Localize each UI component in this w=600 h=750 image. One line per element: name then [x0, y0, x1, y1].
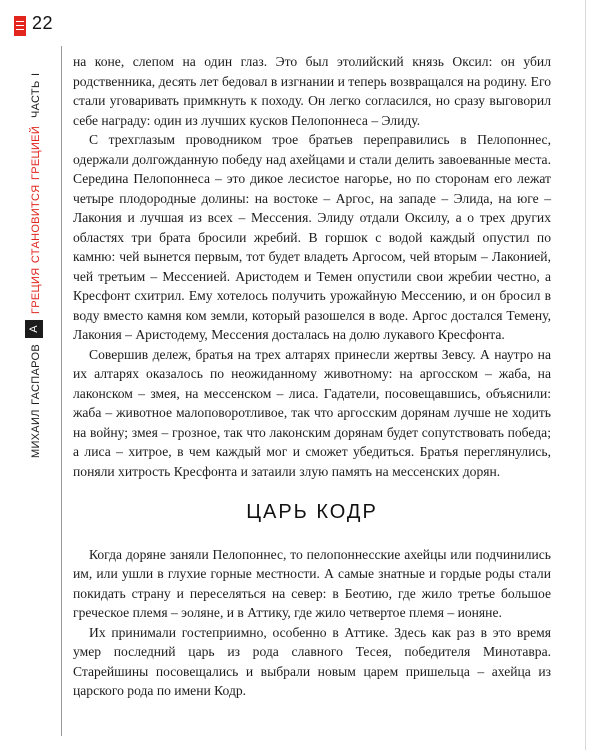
paragraph: на коне, слепом на один глаз. Это был этолийский князь Оксил: он убил родственника, десять лет бедовал в изгнании и теперь возвращался на родину. Его стали уговаривать примкнуть к походу. Он легко согласился, но сразу выговорил себе награду: один из лучших кусков Пелопоннеса – Элиду. [73, 54, 551, 128]
body-text [73, 52, 551, 701]
margin-rule [61, 46, 62, 736]
running-head-author: михаил гаспаров [25, 343, 43, 458]
red-tab-icon [14, 16, 26, 36]
running-head-part: часть i [25, 72, 43, 118]
paragraph: Когда доряне заняли Пелопоннес, то пелопоннесские ахейцы или подчинились им, или ушли в глухие горные местности. А самые знатные и гордые роды стали покидать страну и переселяться на север: в Беотию, где жило третье большое греческое племя – эоляне, и в Аттику, где жило четвертое племя – ионяне. [73, 546, 551, 620]
paragraph: Совершив дележ, братья на трех алтарях принесли жертвы Зевсу. А наутро на их алтарях оказалось по неожиданному животному: на аргосском – жаба, на лаконском – змея, на мессенском – лиса. Гадатели, посовещавшись, объяснили: жаба – животное малоповоротливое, так что аргосским дорянам лучше не ходить на войну; змея – грозное, так что лаконским дорянам будет сопутствовать победа; а лиса – хитрое, в чем каждый мог и сможет убедиться. Братья переглянулись, поняли хитрость Кресфонта и затаили злую память на мессенских дорян. [73, 346, 551, 479]
page-number: 22 [32, 13, 54, 33]
running-head-section: греция становится грецией [25, 125, 43, 314]
paragraph: Их принимали гостеприимно, особенно в Аттике. Здесь как раз в это время умер последний царь из рода славного Тесея, победителя Минотавра. Старейшины посовещались и выбрали новым царем пришельца – ахейца из царского рода по имени Кодр. [73, 624, 551, 698]
running-head-marker: А [25, 320, 43, 338]
running-head [16, 48, 52, 458]
page-edge [585, 0, 586, 750]
paragraph: С трехглазым проводником трое братьев переправились в Пелопоннес, одержали долгожданную победу над ахейцами и стали делить завоеванные места. Середина Пелопоннеса – это дикое лесистое нагорье, но по сторонам его лежат четыре плодородные долины: на востоке – Аргос, на западе – Элида, на юге – Лакония и лучшая из всех – Мессения. Элиду отдали Оксилу, а о трех других областях три брата бросили жребий. В горшок с водой каждый опустил по камню: чей вынется первым, тот будет владеть Аргосом, чей вторым – Лаконией, чей третьим – Мессенией. Аристодем и Темен опустили свои жребии честно, а Кресфонт схитрил. Ему хотелось получить урожайную Мессению, и он бросил в воду вместо камня ком земли, который разошелся в воде. Аргос достался Темену, Лакония – Аристодему, Мессения досталась на долю лукавого Кресфонта. [73, 132, 551, 342]
chapter-title: ЦАРЬ КОДР [246, 501, 378, 523]
